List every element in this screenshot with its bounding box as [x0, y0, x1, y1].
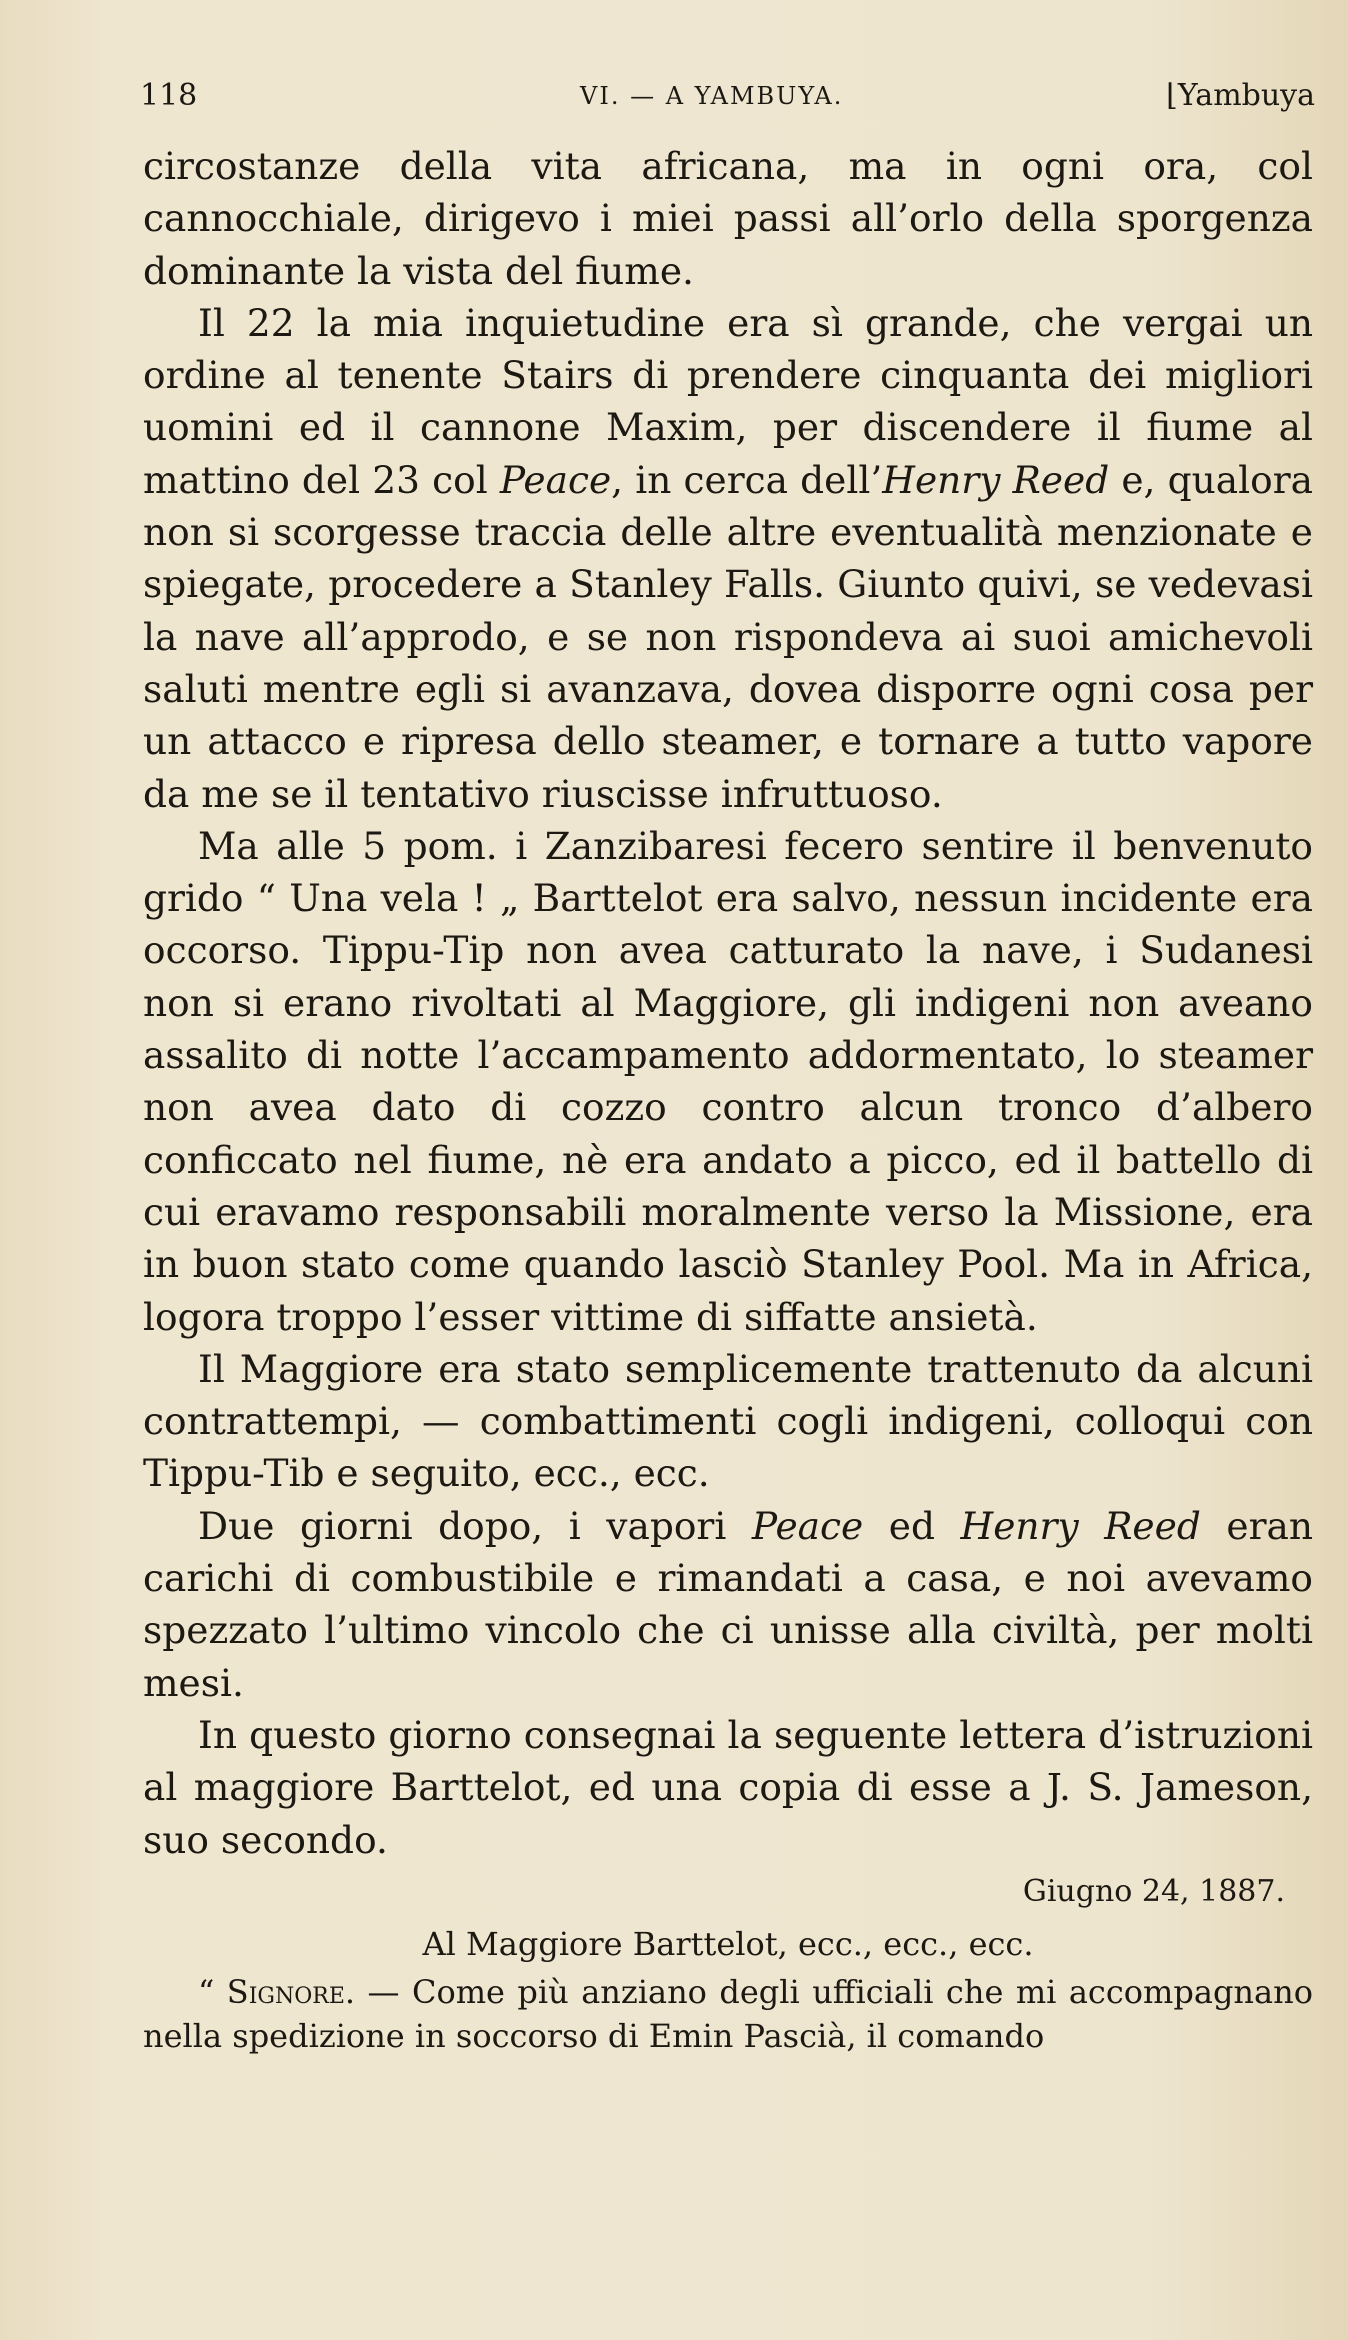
paragraph-5-text-c: eran carichi di combustibile e rimandati a casa, e noi avevamo spezzato l’ultimo vincolo che ci unisse alla civiltà, per molti mesi. [143, 1503, 1313, 1705]
paragraph-6: In questo giorno consegnai la seguente lettera d’istruzioni al maggiore Barttelot, ed una copia di esse a J. S. Jameson, suo secondo. [143, 1712, 1313, 1862]
ship-name-henry-reed: Henry Reed [882, 457, 1110, 502]
letter-salutation: “ Signore. [198, 1973, 356, 2012]
paragraph-5-text-a: Due giorni dopo, i vapori [198, 1503, 752, 1548]
place-heading: ⌊Yambuya [1166, 78, 1315, 113]
paragraph-2 [143, 297, 1313, 820]
letter-date: Giugno 24, 1887. [1022, 1873, 1285, 1909]
paragraph-3: Ma alle 5 pom. i Zanzibaresi fecero sentire il benvenuto grido “ Una vela ! „ Barttelot era salvo, nessun incidente era occorso. Tippu-Tip non avea catturato la nave, i Sudanesi non si erano rivoltati al Maggiore, gli indigeni non aveano assalito di notte l’accampamento addormentato, lo steamer non avea dato di cozzo contro alcun tronco d’albero conficcato nel fiume, nè era andato a picco, ed il battello di cui eravamo responsabili moralmente verso la Missione, era in buon stato come quando lasciò Stanley Pool. Ma in Africa, logora troppo l’esser vittime di siffatte ansietà. [143, 823, 1313, 1339]
page-number: 118 [140, 78, 198, 113]
letter-address: Al Maggiore Barttelot, ecc., ecc., ecc. [422, 1925, 1034, 1964]
paragraph-2-text-a: Il 22 la mia inquietudine era sì grande, che vergai un ordine al tenente Stairs di prendere cinquanta dei migliori uomini ed il cannone Maxim, per discendere il fiume al mattino del 23 col [143, 300, 1313, 502]
running-title: VI. — A YAMBUYA. [580, 82, 844, 110]
paragraph-2-text-b: , in cerca dell’ [611, 457, 883, 502]
letter-opening [143, 1970, 1313, 2058]
paragraph-5 [143, 1500, 1313, 1709]
body-text [143, 140, 1313, 2058]
letter-body: — Come più anziano degli ufficiali che mi accompagnano nella spedizione in soccorso di Emin Pascià, il comando [143, 1973, 1313, 2056]
paragraph-5-text-b: ed [863, 1503, 961, 1548]
ship-name-peace: Peace [751, 1503, 864, 1548]
ship-name-peace: Peace [499, 457, 612, 502]
ship-name-henry-reed: Henry Reed [960, 1503, 1201, 1548]
page-header [140, 78, 1315, 118]
paragraph-1: circostanze della vita africana, ma in ogni ora, col cannocchiale, dirigevo i miei passi all’orlo della sporgenza dominante la vista del fiume. [143, 144, 1313, 293]
paragraph-4: Il Maggiore era stato semplicemente trattenuto da alcuni contrattempi, — combattimenti cogli indigeni, colloqui con Tippu-Tib e seguito, ecc., ecc. [143, 1346, 1313, 1496]
paragraph-2-text-c: e, qualora non si scorgesse traccia delle altre eventualità menzionate e spiegate, procedere a Stanley Falls. Giunto quivi, se vedevasi la nave all’approdo, e se non rispondeva ai suoi amichevoli saluti mentre egli si avanzava, dovea disporre ogni cosa per un attacco e ripresa dello steamer, e tornare a tutto vapore da me se il tentativo riuscisse infruttuoso. [143, 457, 1313, 816]
